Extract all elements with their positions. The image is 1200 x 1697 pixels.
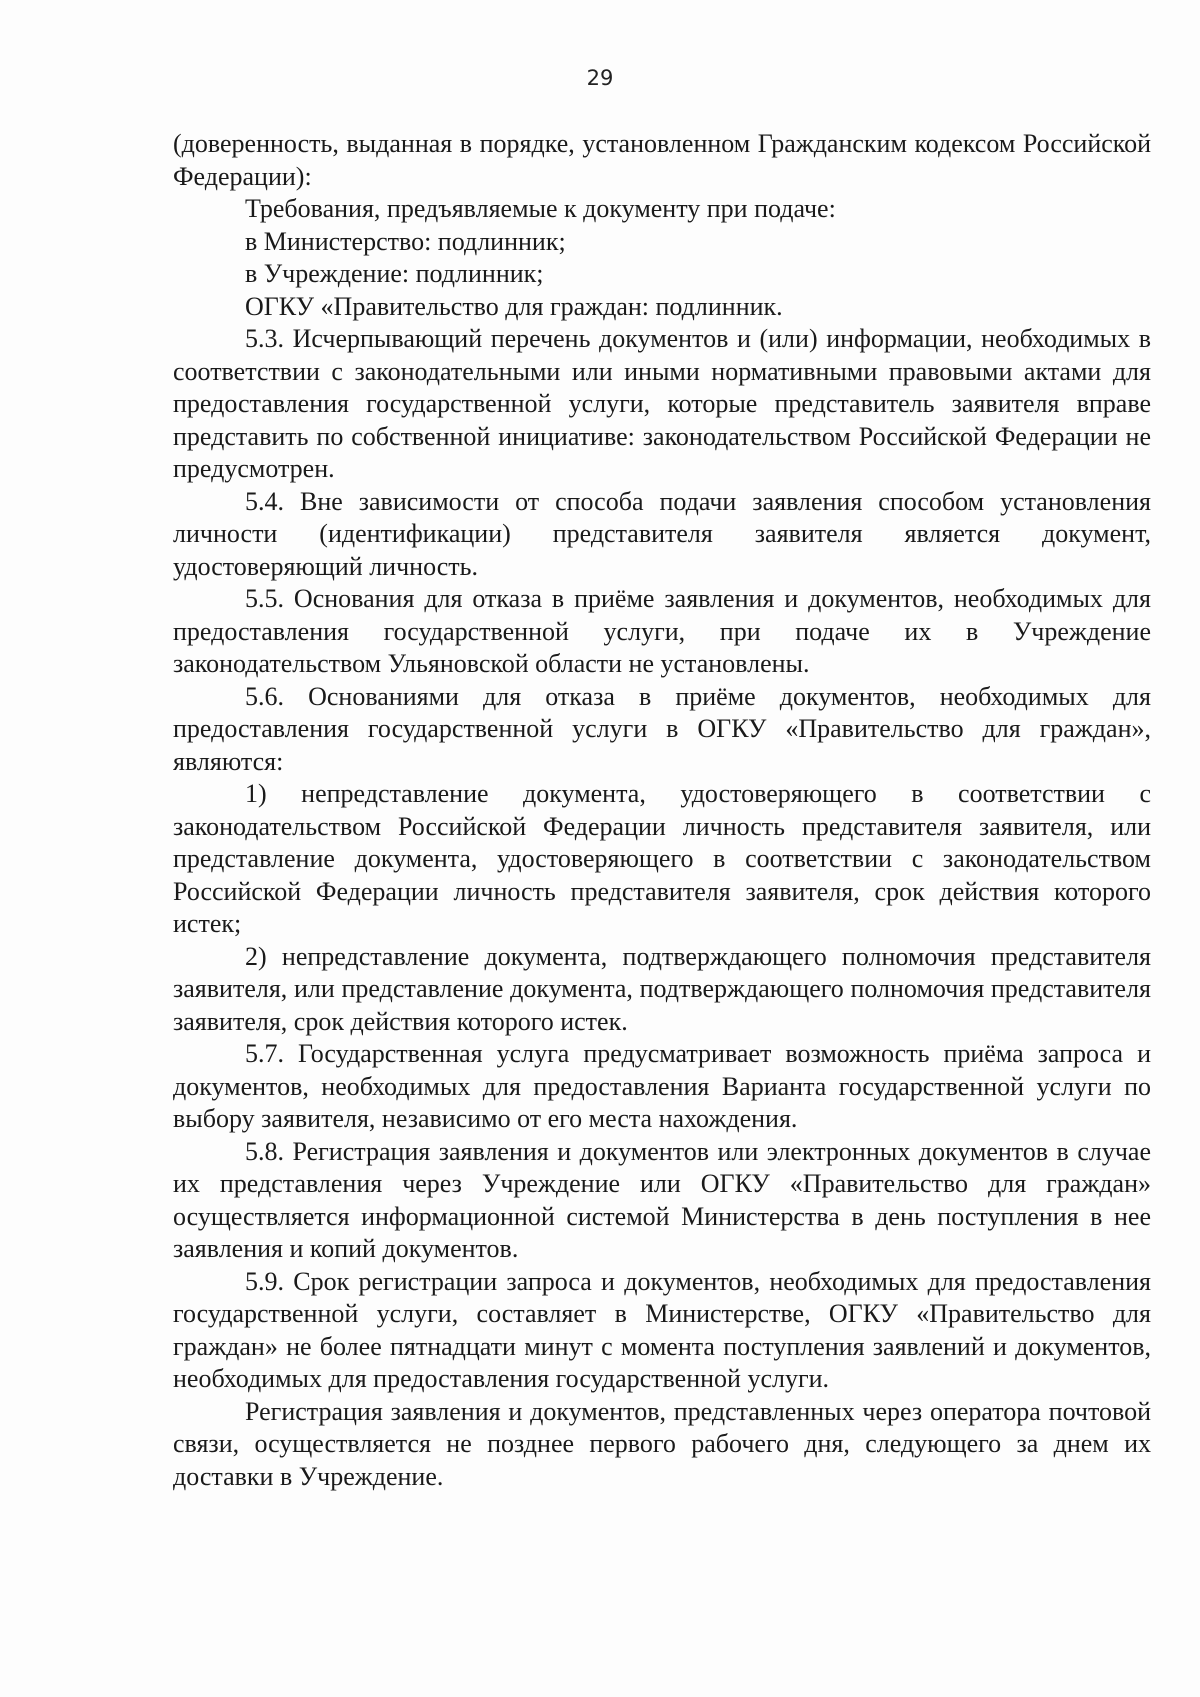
paragraph-postal-registration: Регистрация заявления и документов, представленных через оператора почтовой связи, осуществляется не позднее первого рабочего дня, следующего за днем их доставки в Учреждение.	[173, 1396, 1151, 1491]
paragraph-5-6-item-1: 1) непредставление документа, удостоверяющего в соответствии с законодательством Российской Федерации личность представителя заявителя, или представление документа, удостоверяющего в соответствии с законодательством Российской Федерации личность представителя заявителя, срок действия которого истек;	[173, 779, 1151, 938]
paragraph-5-7: 5.7. Государственная услуга предусматривает возможность приёма запроса и документов, необходимых для предоставления Варианта государственной услуги по выбору заявителя, независимо от его места нахождения.	[173, 1039, 1151, 1133]
body-text	[173, 128, 1151, 1493]
paragraph-5-5: 5.5. Основания для отказа в приёме заявления и документов, необходимых для предоставления государственной услуги, при подаче их в Учреждение законодательством Ульяновской области не установлены.	[173, 584, 1151, 678]
paragraph-5-3: 5.3. Исчерпывающий перечень документов и (или) информации, необходимых в соответствии с законодательными или иными нормативными правовыми актами для предоставления государственной услуги, которые представитель заявителя вправе представить по собственной инициативе: законодательством Российской Федерации не предусмотрен.	[173, 324, 1151, 483]
paragraph-5-8: 5.8. Регистрация заявления и документов или электронных документов в случае их представления через Учреждение или ОГКУ «Правительство для граждан» осуществляется информационной системой Министерства в день поступления в нее заявления и копий документов.	[173, 1136, 1151, 1263]
paragraph-institution: в Учреждение: подлинник;	[245, 259, 544, 288]
paragraph-requirements: Требования, предъявляемые к документу при подаче:	[245, 194, 836, 223]
paragraph-5-6-item-2: 2) непредставление документа, подтверждающего полномочия представителя заявителя, или представление документа, подтверждающего полномочия представителя заявителя, срок действия которого истек.	[173, 941, 1151, 1036]
paragraph-5-4: 5.4. Вне зависимости от способа подачи заявления способом установления личности (идентификации) представителя заявителя является документ, удостоверяющий личность.	[173, 486, 1151, 581]
page-number: 29	[586, 66, 614, 90]
paragraph-5-9: 5.9. Срок регистрации запроса и документов, необходимых для предоставления государственной услуги, составляет в Министерстве, ОГКУ «Правительство для граждан» не более пятнадцати минут с момента поступления заявлений и документов, необходимых для предоставления государственной услуги.	[173, 1266, 1151, 1393]
paragraph-5-6: 5.6. Основаниями для отказа в приёме документов, необходимых для предоставления государственной услуги в ОГКУ «Правительство для граждан», являются:	[173, 681, 1151, 776]
paragraph-power-of-attorney: (доверенность, выданная в порядке, установленном Гражданским кодексом Российской Федерации):	[173, 129, 1151, 191]
paragraph-ogku: ОГКУ «Правительство для граждан: подлинник.	[245, 291, 783, 321]
paragraph-ministry: в Министерство: подлинник;	[245, 226, 566, 256]
